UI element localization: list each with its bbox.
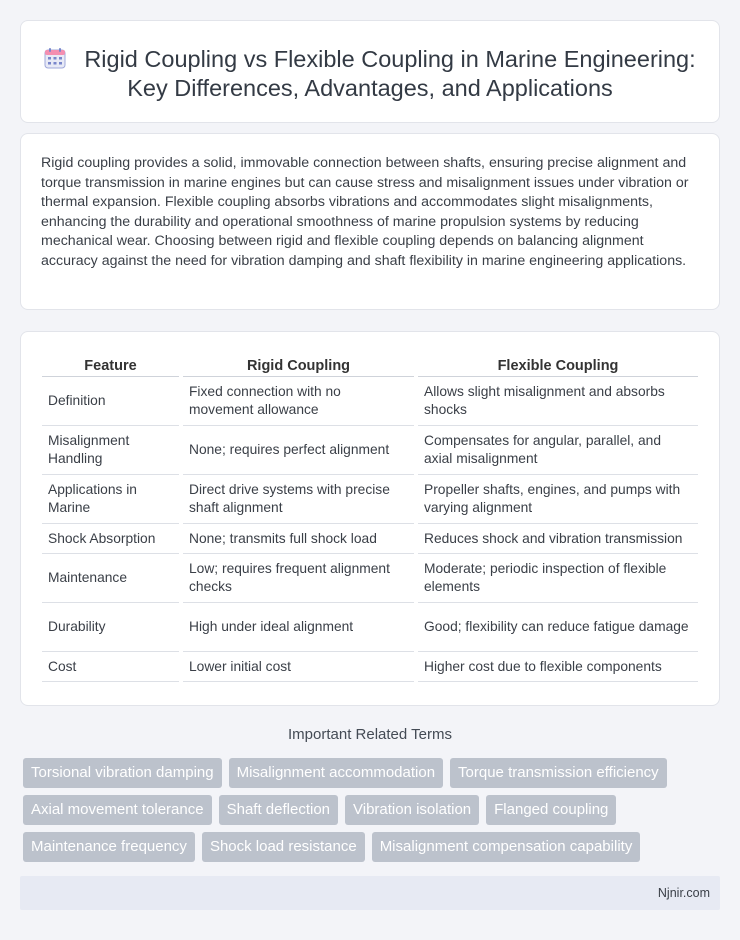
comparison-table [38,352,702,682]
header-feature: Feature [42,352,179,377]
table-row [42,554,698,603]
header-rigid: Rigid Coupling [183,352,414,377]
page-title [41,45,699,103]
table-cell: Direct drive systems with precise shaft alignment [183,475,414,524]
related-term-tag[interactable]: Misalignment accommodation [229,758,443,788]
related-terms-title: Important Related Terms [288,726,452,743]
table-cell: Durability [42,603,179,652]
table-row [42,603,698,652]
footer [20,876,720,910]
table-row [42,524,698,554]
table-cell: Maintenance [42,554,179,603]
table-row [42,426,698,475]
table-row [42,652,698,682]
table-row [42,475,698,524]
related-term-tag[interactable]: Misalignment compensation capability [372,832,641,862]
calendar-icon [44,47,66,69]
table-header-row [42,352,698,377]
comparison-table-card [20,331,720,706]
related-term-tag[interactable]: Shock load resistance [202,832,365,862]
table-cell: Lower initial cost [183,652,414,682]
intro-card [20,133,720,310]
table-cell: None; transmits full shock load [183,524,414,554]
table-cell: Applications in Marine [42,475,179,524]
table-cell: Higher cost due to flexible components [418,652,698,682]
table-cell: None; requires perfect alignment [183,426,414,475]
related-term-tag[interactable]: Shaft deflection [219,795,338,825]
table-cell: Good; flexibility can reduce fatigue damage [418,603,698,652]
table-cell: Compensates for angular, parallel, and axial misalignment [418,426,698,475]
table-cell: Cost [42,652,179,682]
related-term-tag[interactable]: Vibration isolation [345,795,479,825]
table-cell: Allows slight misalignment and absorbs shocks [418,377,698,426]
page-title-text: Rigid Coupling vs Flexible Coupling in Marine Engineering: Key Differences, Advantages, and Applications [84,46,696,101]
table-cell: Fixed connection with no movement allowance [183,377,414,426]
title-card [20,20,720,123]
table-cell: Shock Absorption [42,524,179,554]
table-cell: Reduces shock and vibration transmission [418,524,698,554]
header-flexible: Flexible Coupling [418,352,698,377]
related-term-tag[interactable]: Torsional vibration damping [23,758,222,788]
table-cell: Low; requires frequent alignment checks [183,554,414,603]
table-row [42,377,698,426]
intro-paragraph: Rigid coupling provides a solid, immovable connection between shafts, ensuring precise alignment and torque transmission in marine engines but can cause stress and misalignment issues under vibration or thermal expansion. Flexible coupling absorbs vibrations and accommodates slight misalignments, enhancing the durability and operational smoothness of marine propulsion systems by reducing mechanical wear. Choosing between rigid and flexible coupling depends on balancing alignment accuracy against the need for vibration damping and shaft flexibility in marine engineering applications. [41,155,689,269]
related-terms-tags [23,758,723,862]
table-cell: High under ideal alignment [183,603,414,652]
related-term-tag[interactable]: Maintenance frequency [23,832,195,862]
table-cell: Misalignment Handling [42,426,179,475]
table-cell: Definition [42,377,179,426]
table-cell: Propeller shafts, engines, and pumps with varying alignment [418,475,698,524]
table-cell: Moderate; periodic inspection of flexible elements [418,554,698,603]
related-term-tag[interactable]: Flanged coupling [486,795,616,825]
footer-site-name[interactable]: Njnir.com [657,886,710,900]
related-term-tag[interactable]: Axial movement tolerance [23,795,212,825]
related-term-tag[interactable]: Torque transmission efficiency [450,758,667,788]
